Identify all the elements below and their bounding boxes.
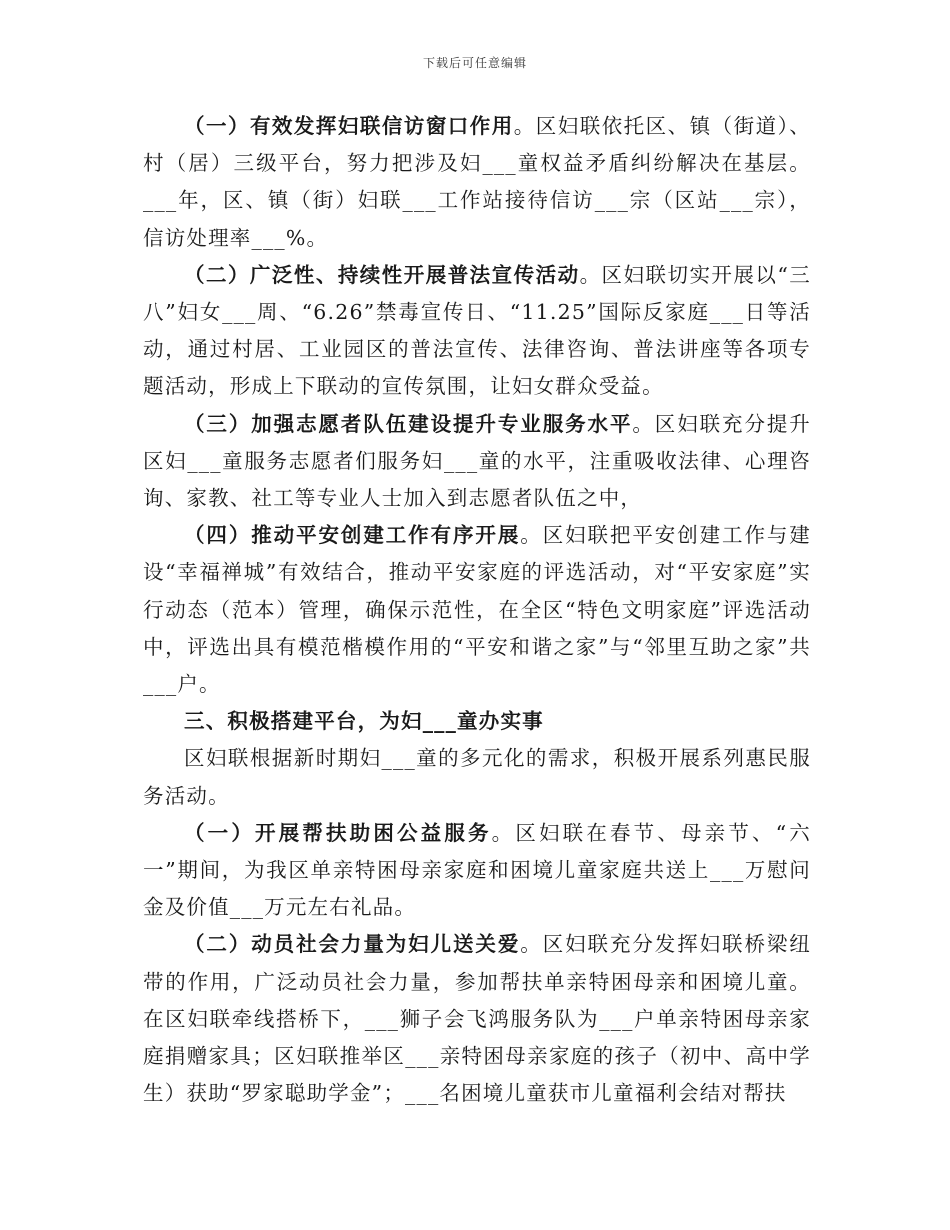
paragraph-volunteers (143, 406, 811, 518)
paragraph-lead: （二）广泛性、持续性开展普法宣传活动 (184, 262, 580, 287)
paragraph-text: 。区妇联切实开展以“三八”妇女___周、“6.26”禁毒宣传日、“11.25”国际反家庭___日等活动，通过村居、工业园区的普法宣传、法律咨询、普法讲座等各项专题活动，形成上下联动的宣传氛围，让妇女群众受益。 (143, 262, 811, 399)
paragraph-window-role (143, 108, 811, 257)
paragraph-law-publicity (143, 257, 811, 406)
paragraph-text: 区妇联根据新时期妇___童的多元化的需求，积极开展系列惠民服务活动。 (143, 746, 811, 808)
paragraph-text: 。区妇联把平安创建工作与建设“幸福禅城”有效结合，推动平安家庭的评选活动，对“平安家庭”实行动态（范本）管理，确保示范性，在全区“特色文明家庭”评选活动中，评选出具有模范楷模作用的“平安和谐之家”与“邻里互助之家”共___户。 (143, 523, 811, 697)
document-body (143, 108, 811, 1112)
paragraph-lead: （一）开展帮扶助困公益服务 (184, 820, 492, 845)
header-note: 下载后可任意编辑 (422, 56, 527, 70)
paragraph-text: 。区妇联充分提升区妇___童服务志愿者们服务妇___童的水平，注重吸收法律、心理咨询、家教、社工等专业人士加入到志愿者队伍之中， (143, 411, 812, 511)
paragraph-lead: （四）推动平安创建工作有序开展 (184, 523, 521, 548)
paragraph-social-forces (143, 926, 811, 1112)
paragraph-section-intro (143, 740, 811, 814)
paragraph-lead: （三）加强志愿者队伍建设提升专业服务水平 (184, 411, 633, 436)
paragraph-lead: （一）有效发挥妇联信访窗口作用 (184, 114, 514, 138)
paragraph-text: 。区妇联充分发挥妇联桥梁纽带的作用，广泛动员社会力量，参加帮扶单亲特困母亲和困境儿童。在区妇联牵线搭桥下，___狮子会飞鸿服务队为___户单亲特困母亲家庭捐赠家具；区妇联推举区___亲特困母亲家庭的孩子（初中、高中学生）获助“罗家聪助学金”；___名困境儿童获市儿童福利会结对帮扶 (143, 932, 811, 1106)
paragraph-text: 。区妇联依托区、镇（街道）、村（居）三级平台，努力把涉及妇___童权益矛盾纠纷解决在基层。___年，区、镇（街）妇联___工作站接待信访___宗（区站___宗），信访处理率___%。 (143, 114, 812, 250)
section-heading: 三、积极搭建平台，为妇___童办实事 (184, 709, 544, 734)
paragraph-safety-creation (143, 517, 811, 703)
paragraph-text: 。区妇联在春节、母亲节、“六一”期间，为我区单亲特困母亲家庭和困境儿童家庭共送上___万慰问金及价值___万元左右礼品。 (143, 820, 811, 920)
paragraph-poverty-relief (143, 815, 811, 927)
paragraph-lead: （二）动员社会力量为妇儿送关爱 (184, 932, 521, 957)
